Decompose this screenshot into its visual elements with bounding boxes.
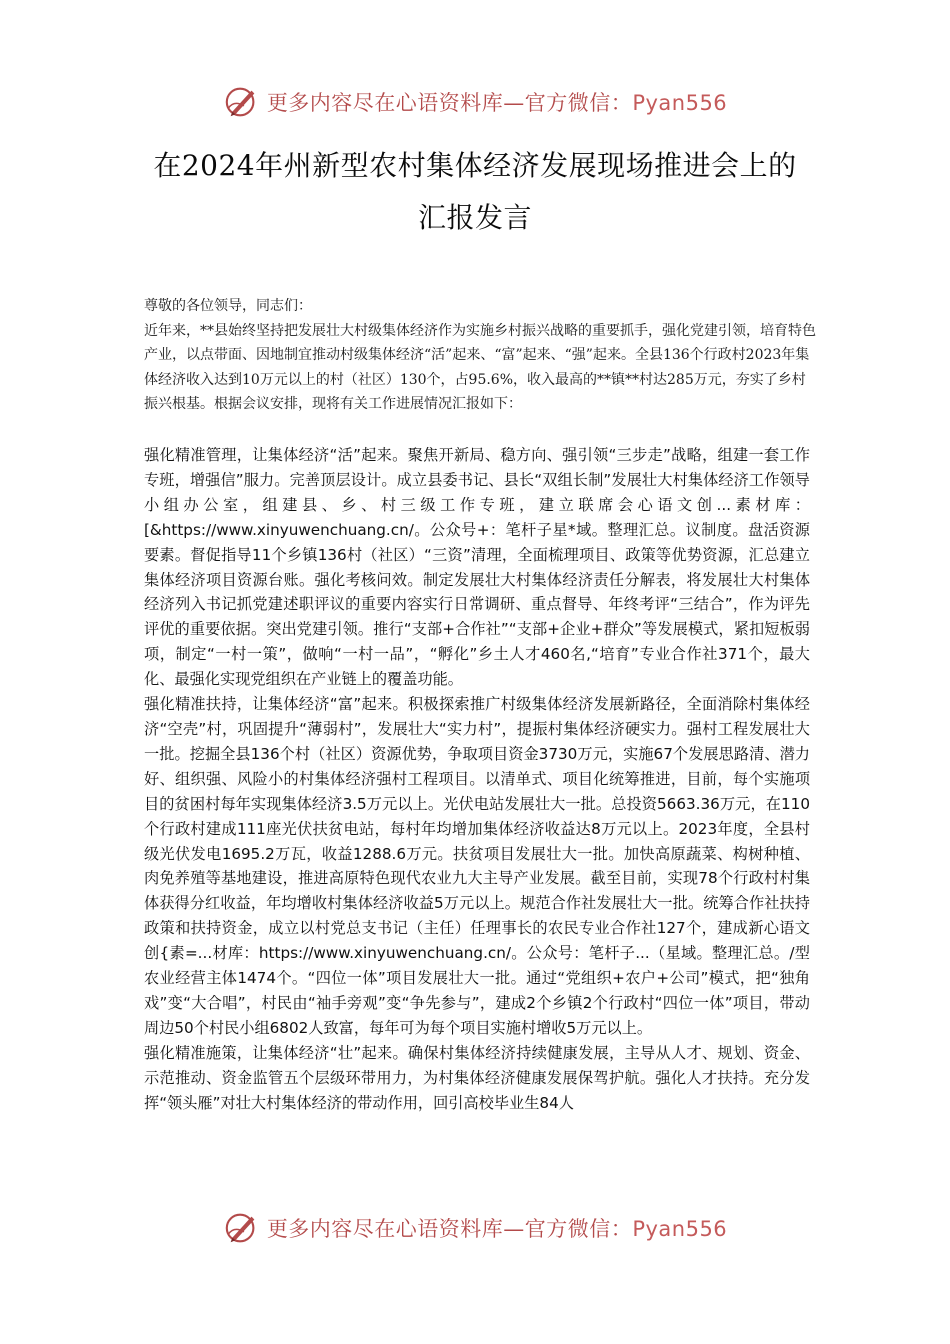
title-line-2: 汇报发言 <box>417 201 532 234</box>
banner-text: 更多内容尽在心语资料库—官方微信：Pyan556 <box>266 91 728 115</box>
paragraph-2: 强化精准扶持，让集体经济“富”起来。积极探索推广村级集体经济发展新路径，全面消除村集体经济“空壳”村，巩固提升“薄弱村”，发展壮大“实力村”，提振村集体经济硬实力。强村工程发展壮大一批。挖掘全县136个村（社区）资源优势，争取项目资金3730万元，实施67个发展思路清、潜力好、组织强、风险小的村集体经济强村工程项目。以清单式、项目化统筹推进，目前，每个实施项目的贫困村每年实现集体经济3.5万元以上。光伏电站发展壮大一批。总投资5663.36万元，在110个行政村建成111座光伏扶贫电站，每村年均增加集体经济收益达8万元以上。2023年度，全县村级光伏发电1695.2万瓦，收益1288.6万元。扶贫项目发展壮大一批。加快高原蔬菜、构树种植、肉免养殖等基地建设，推进高原特色现代农业九大主导产业发展。截至目前，实现78个行政村村集体获得分红收益，年均增收村集体经济收益5万元以上。规范合作社发展壮大一批。统筹合作社扶持政策和扶持资金，成立以村党总支书记（主任）任理事长的农民专业合作社127个，建成新心语文创{素=...材库：https://www.xinyuwenchuang.cn/。公众号：笔杆子...（星域。整理汇总。/型农业经营主体1474个。“四位一体”项目发展壮大一批。通过“党组织+农户+公司”模式，把“独角戏”变“大合唱”，村民由“袖手旁观”变“争先参与”，建成2个乡镇2个行政村“四位一体”项目，带动周边50个村民小组6802人致富，每年可为每个项目实施村增收5万元以上。 <box>144 695 810 1037</box>
pen-logo-icon <box>223 83 261 121</box>
intro-paragraph: 近年来，**县始终坚持把发展壮大村级集体经济作为实施乡村振兴战略的重要抓手，强化党建引领，培育特色产业，以点带面、因地制宜推动村级集体经济“活”起来、“富”起来、“强”起来。全县136个行政村2023年集体经济收入达到10万元以上的村（社区）130个，占95.6%，收入最高的**镇**村达285万元，夯实了乡村振兴根基。根据会议安排，现将有关工作进展情况汇报如下： <box>144 322 816 413</box>
wechat-id: Pyan556 <box>632 1217 728 1241</box>
top-watermark-banner <box>0 82 950 122</box>
paragraph-1: 强化精准管理，让集体经济“活”起来。聚焦开新局、稳方向、强引领“三步走”战略，组建一套工作专班，增强信”服力。完善顶层设计。成立县委书记、县长“双组长制”发展壮大村集体经济工作领导小组办公室，组建县、乡、村三级工作专班，建立联席会心语文创...素材库：[&https://www.xinyuwenchuang.cn/。公众号+：笔杆子星*域。整理汇总。议制度。盘活资源要素。督促指导11个乡镇136村（社区）“三资”清理，全面梳理项目、政策等优势资源，汇总建立集体经济项目资源台账。强化考核问效。制定发展壮大村集体经济责任分解表，将发展壮大村集体经济列入书记抓党建述职评议的重要内容实行日常调研、重点督导、年终考评“三结合”，作为评先评优的重要依据。突出党建引领。推行“支部+合作社”“支部+企业+群众”等发展模式，紧扣短板弱项，制定“一村一策”，做响“一村一品”，“孵化”乡土人才460名,“培育”专业合作社371个，最大化、最强化实现党组织在产业链上的覆盖功能。 <box>144 446 810 689</box>
salutation: 尊敬的各位领导，同志们： <box>144 298 312 314</box>
intro-section <box>144 294 816 417</box>
wechat-id: Pyan556 <box>632 91 728 115</box>
paragraph-3: 强化精准施策，让集体经济“壮”起来。确保村集体经济持续健康发展，主导从人才、规划、资金、示范推动、资金监管五个层级环带用力，为村集体经济健康发展保驾护航。强化人才扶持。充分发挥“领头雁”对壮大村集体经济的带动作用，回引高校毕业生84人 <box>144 1043 810 1112</box>
banner-text: 更多内容尽在心语资料库—官方微信：Pyan556 <box>266 1217 728 1241</box>
pen-logo-icon <box>223 1209 261 1247</box>
document-body <box>144 443 810 1115</box>
document-title <box>60 140 890 244</box>
bottom-watermark-banner <box>0 1208 950 1248</box>
title-line-1: 在2024年州新型农村集体经济发展现场推进会上的 <box>153 149 797 182</box>
